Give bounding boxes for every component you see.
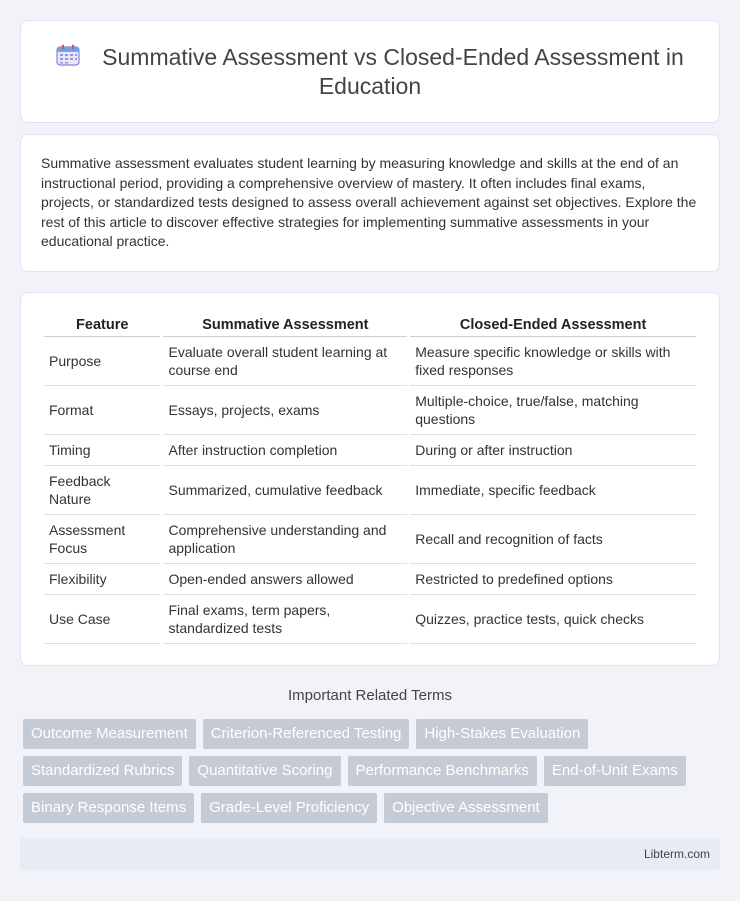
tag-end-of-unit-exams[interactable]: End-of-Unit Exams xyxy=(544,756,686,786)
related-terms-title: Important Related Terms xyxy=(288,687,452,704)
row-feature: Purpose xyxy=(44,337,160,386)
tag-outcome-measurement[interactable]: Outcome Measurement xyxy=(23,719,196,749)
row-feature: Assessment Focus xyxy=(44,515,160,564)
row-summative: After instruction completion xyxy=(163,435,407,466)
tag-row xyxy=(23,756,723,786)
header-summative: Summative Assessment xyxy=(163,316,407,337)
row-summative: Summarized, cumulative feedback xyxy=(163,466,407,515)
tag-performance-benchmarks[interactable]: Performance Benchmarks xyxy=(348,756,537,786)
row-feature: Feedback Nature xyxy=(44,466,160,515)
page-title-wrap xyxy=(41,43,699,101)
table-row xyxy=(44,435,696,466)
row-closed-ended: During or after instruction xyxy=(410,435,696,466)
comparison-table-card xyxy=(20,292,720,666)
row-feature: Flexibility xyxy=(44,564,160,595)
row-summative: Essays, projects, exams xyxy=(163,386,407,435)
header-closed-ended: Closed-Ended Assessment xyxy=(410,316,696,337)
row-closed-ended: Recall and recognition of facts xyxy=(410,515,696,564)
row-summative: Evaluate overall student learning at course end xyxy=(163,337,407,386)
row-summative: Comprehensive understanding and application xyxy=(163,515,407,564)
page-title: Summative Assessment vs Closed-Ended Assessment in Education xyxy=(102,44,684,99)
tag-row xyxy=(23,793,723,823)
row-feature: Format xyxy=(44,386,160,435)
header-feature: Feature xyxy=(44,316,160,337)
related-terms-tags xyxy=(23,719,723,830)
row-closed-ended: Restricted to predefined options xyxy=(410,564,696,595)
row-closed-ended: Quizzes, practice tests, quick checks xyxy=(410,595,696,644)
table-row xyxy=(44,466,696,515)
intro-card xyxy=(20,134,720,272)
table-row xyxy=(44,515,696,564)
tag-quantitative-scoring[interactable]: Quantitative Scoring xyxy=(189,756,340,786)
tag-high-stakes-evaluation[interactable]: High-Stakes Evaluation xyxy=(416,719,588,749)
table-row xyxy=(44,595,696,644)
tag-row xyxy=(23,719,723,749)
intro-paragraph: Summative assessment evaluates student learning by measuring knowledge and skills at the end of an instructional period, providing a comprehensive overview of mastery. It often includes final exams, projects, or standardized tests designed to assess overall achievement against set objectives. Explore the rest of this article to discover effective strategies for implementing summative assessments in your educational practice. xyxy=(41,155,697,250)
tag-objective-assessment[interactable]: Objective Assessment xyxy=(384,793,548,823)
comparison-table xyxy=(41,316,699,644)
header-card xyxy=(20,20,720,123)
footer-brand-link[interactable]: Libterm.com xyxy=(643,847,710,861)
table-row xyxy=(44,564,696,595)
row-summative: Open-ended answers allowed xyxy=(163,564,407,595)
tag-standardized-rubrics[interactable]: Standardized Rubrics xyxy=(23,756,182,786)
table-header-row xyxy=(44,316,696,337)
tag-grade-level-proficiency[interactable]: Grade-Level Proficiency xyxy=(201,793,377,823)
footer xyxy=(20,838,720,870)
row-summative: Final exams, term papers, standardized tests xyxy=(163,595,407,644)
row-feature: Timing xyxy=(44,435,160,466)
row-closed-ended: Multiple-choice, true/false, matching questions xyxy=(410,386,696,435)
row-closed-ended: Immediate, specific feedback xyxy=(410,466,696,515)
tag-criterion-referenced-testing[interactable]: Criterion-Referenced Testing xyxy=(203,719,410,749)
calendar-icon xyxy=(56,44,80,66)
table-row xyxy=(44,337,696,386)
tag-binary-response-items[interactable]: Binary Response Items xyxy=(23,793,194,823)
row-feature: Use Case xyxy=(44,595,160,644)
table-row xyxy=(44,386,696,435)
row-closed-ended: Measure specific knowledge or skills with fixed responses xyxy=(410,337,696,386)
